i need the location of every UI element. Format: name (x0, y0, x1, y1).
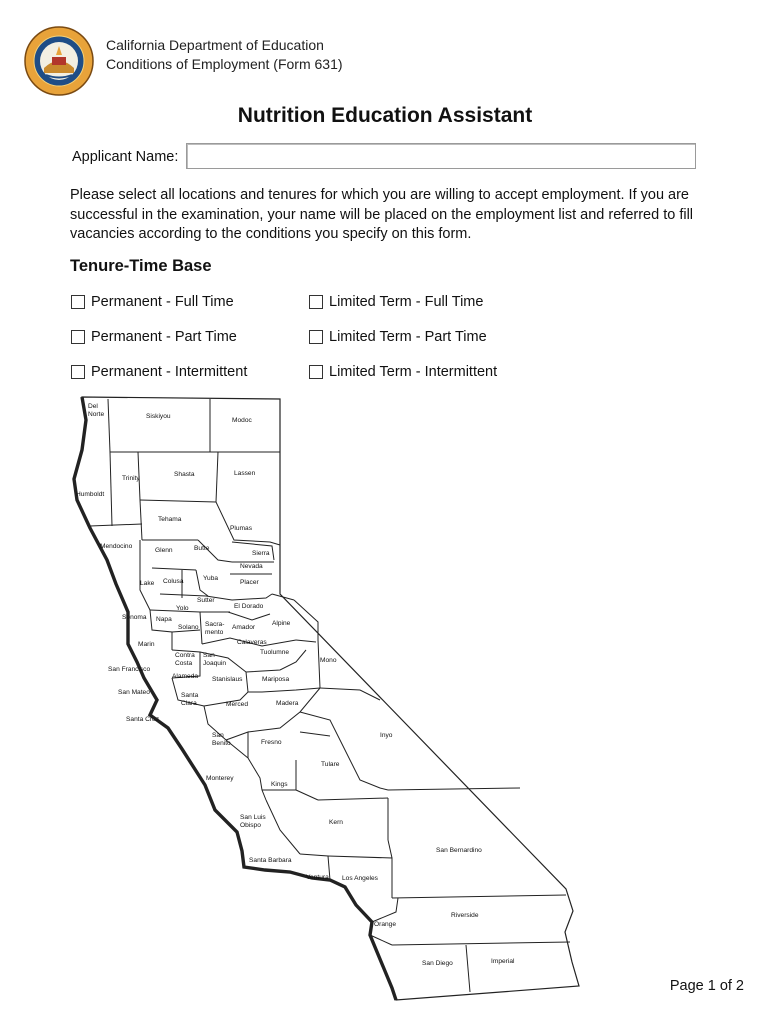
checkbox[interactable] (71, 365, 85, 379)
page-number: Page 1 of 2 (669, 978, 744, 994)
svg-text:Sacra-: Sacra- (205, 621, 225, 628)
svg-text:Tehama: Tehama (158, 516, 182, 523)
svg-text:Solano: Solano (178, 624, 199, 631)
svg-text:Amador: Amador (232, 624, 256, 631)
checkbox[interactable] (71, 330, 85, 344)
svg-text:Plumas: Plumas (230, 525, 252, 532)
svg-text:Merced: Merced (226, 701, 248, 708)
svg-text:Kern: Kern (329, 819, 343, 826)
svg-text:Mono: Mono (320, 657, 337, 664)
svg-text:San Diego: San Diego (422, 960, 453, 967)
svg-text:Mariposa: Mariposa (262, 676, 290, 683)
svg-text:Los Angeles: Los Angeles (342, 875, 378, 882)
option-permanent-part-time[interactable] (71, 329, 237, 345)
svg-text:Alameda: Alameda (172, 673, 199, 680)
svg-text:San Francisco: San Francisco (108, 666, 151, 673)
option-label: Limited Term - Part Time (329, 329, 487, 345)
option-label: Permanent - Part Time (91, 329, 237, 345)
svg-text:Mendocino: Mendocino (100, 543, 133, 550)
header-department: California Department of Education (106, 37, 324, 53)
svg-text:Benito: Benito (212, 740, 231, 747)
svg-text:Alpine: Alpine (272, 620, 291, 627)
applicant-name-field[interactable] (186, 143, 696, 169)
svg-text:Costa: Costa (175, 660, 193, 667)
svg-text:Shasta: Shasta (174, 471, 195, 478)
header (106, 36, 343, 74)
checkbox[interactable] (309, 365, 323, 379)
svg-text:Imperial: Imperial (491, 958, 515, 965)
svg-text:San Mateo: San Mateo (118, 689, 150, 696)
svg-text:San Luis: San Luis (240, 814, 266, 821)
svg-text:Tulare: Tulare (321, 761, 340, 768)
svg-text:Santa Cruz: Santa Cruz (126, 716, 159, 723)
svg-text:Del: Del (88, 403, 98, 410)
svg-text:Sierra: Sierra (252, 550, 270, 557)
option-label: Permanent - Intermittent (91, 364, 248, 380)
svg-text:Norte: Norte (88, 411, 105, 418)
option-label: Limited Term - Intermittent (329, 364, 498, 380)
checkbox[interactable] (309, 330, 323, 344)
svg-text:Humboldt: Humboldt (76, 491, 105, 498)
svg-text:Nevada: Nevada (240, 563, 263, 570)
svg-text:Ventura: Ventura (306, 874, 329, 881)
option-label: Limited Term - Full Time (329, 294, 484, 310)
header-form-name: Conditions of Employment (Form 631) (106, 56, 343, 72)
page-title: Nutrition Education Assistant (237, 104, 533, 127)
svg-text:Clara: Clara (181, 700, 197, 707)
svg-text:Calaveras: Calaveras (237, 639, 267, 646)
checkbox[interactable] (71, 295, 85, 309)
svg-text:Riverside: Riverside (451, 912, 479, 919)
svg-text:San Bernardino: San Bernardino (436, 847, 482, 854)
svg-text:Kings: Kings (271, 781, 288, 788)
svg-text:Santa Barbara: Santa Barbara (249, 857, 292, 864)
checkbox[interactable] (309, 295, 323, 309)
svg-text:El Dorado: El Dorado (234, 603, 264, 610)
svg-text:Modoc: Modoc (232, 417, 252, 424)
applicant-name-label: Applicant Name: (72, 149, 179, 165)
svg-text:San: San (203, 652, 215, 659)
svg-text:Stanislaus: Stanislaus (212, 676, 243, 683)
option-label: Permanent - Full Time (91, 294, 234, 310)
option-limited-term-part-time[interactable] (309, 329, 487, 345)
svg-text:Contra: Contra (175, 652, 195, 659)
instructions-text: Please select all locations and tenures for which you are willing to accept employment. If you are successful in the examination, your name will be placed on the employment list and referred to fill vacancies according to the conditions you specify on this form. (70, 187, 694, 242)
svg-text:Colusa: Colusa (163, 578, 184, 585)
svg-text:Placer: Placer (240, 579, 259, 586)
svg-text:Yolo: Yolo (176, 605, 189, 612)
cde-seal-icon (24, 26, 94, 96)
svg-text:Tuolumne: Tuolumne (260, 649, 290, 656)
svg-text:Santa: Santa (181, 692, 199, 699)
option-limited-term-intermittent[interactable] (309, 364, 497, 380)
option-permanent-full-time[interactable] (71, 294, 234, 310)
svg-text:Orange: Orange (374, 921, 396, 928)
svg-text:Siskiyou: Siskiyou (146, 413, 171, 420)
svg-text:Glenn: Glenn (155, 547, 173, 554)
svg-text:Butte: Butte (194, 545, 210, 552)
svg-text:Sonoma: Sonoma (122, 614, 147, 621)
tenure-section-title: Tenure-Time Base (70, 257, 212, 275)
svg-text:Monterey: Monterey (206, 775, 234, 782)
svg-text:Inyo: Inyo (380, 732, 393, 739)
svg-text:Trinity: Trinity (122, 475, 140, 482)
svg-text:Yuba: Yuba (203, 575, 219, 582)
svg-text:Lake: Lake (140, 580, 155, 587)
svg-text:Fresno: Fresno (261, 739, 282, 746)
option-permanent-intermittent[interactable] (71, 364, 247, 380)
svg-text:Lassen: Lassen (234, 470, 256, 477)
map-svg (60, 392, 580, 1004)
svg-text:San: San (212, 732, 224, 739)
svg-text:Joaquin: Joaquin (203, 660, 227, 667)
option-limited-term-full-time[interactable] (309, 294, 483, 310)
svg-text:Napa: Napa (156, 616, 172, 623)
svg-text:mento: mento (205, 629, 224, 636)
svg-text:Madera: Madera (276, 700, 299, 707)
svg-text:Sutter: Sutter (197, 597, 215, 604)
svg-text:Obispo: Obispo (240, 822, 261, 829)
svg-text:Marin: Marin (138, 641, 155, 648)
california-counties-map (60, 392, 580, 1004)
